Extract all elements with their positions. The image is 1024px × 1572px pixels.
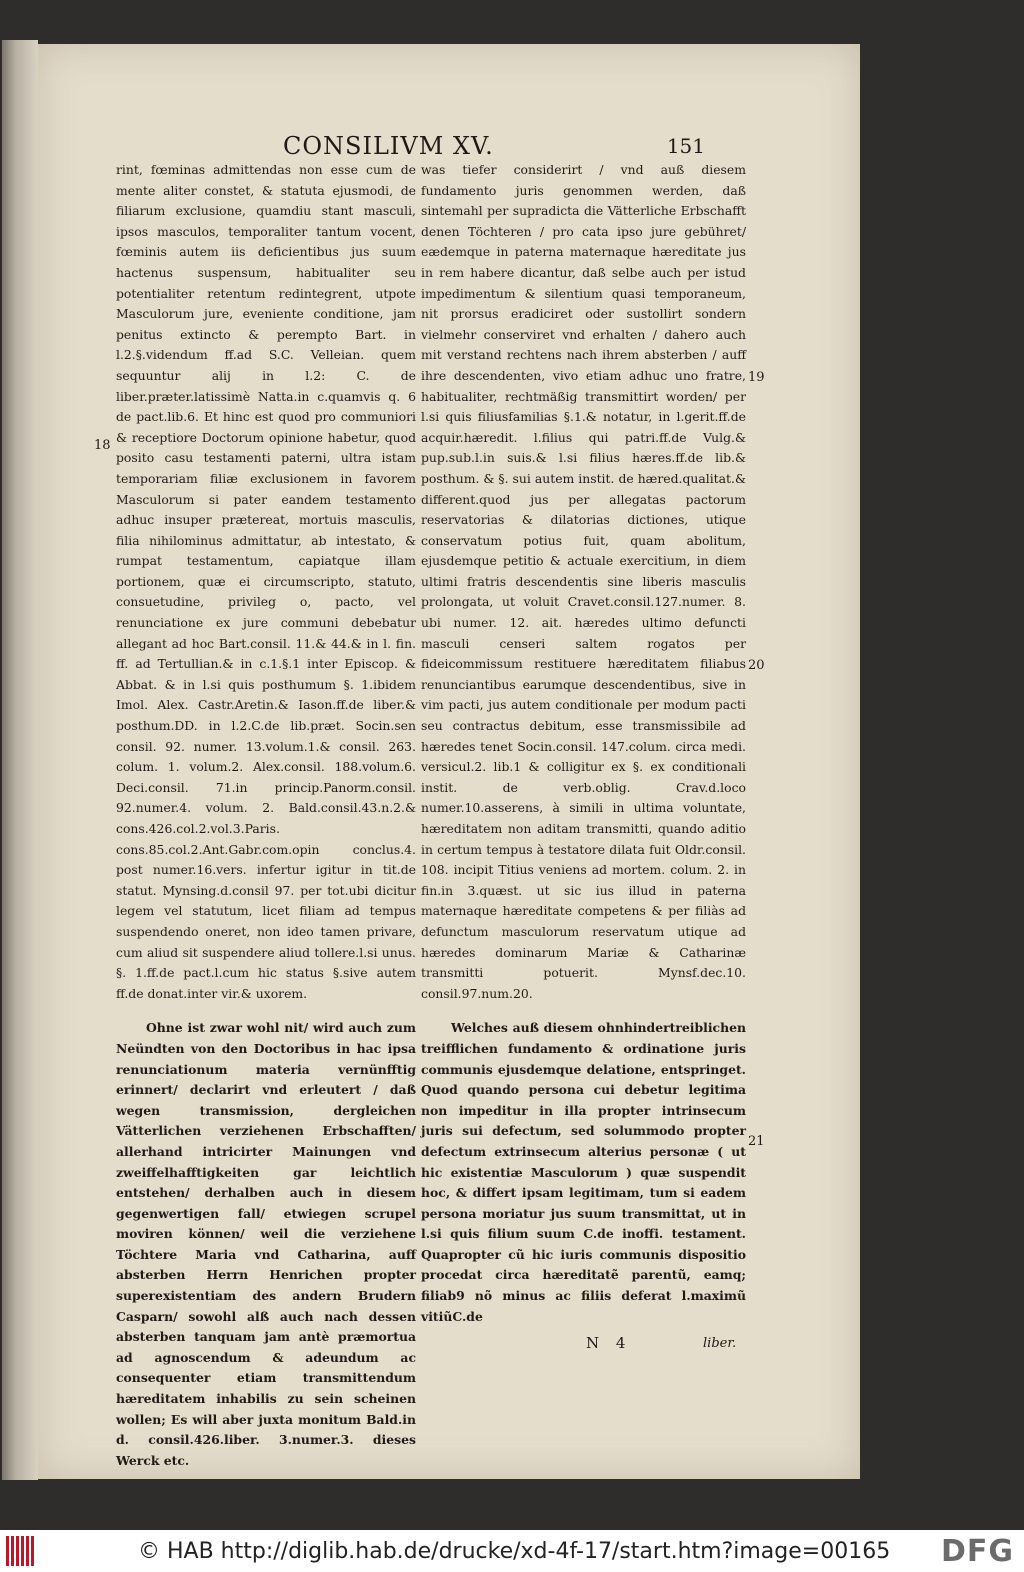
book-page: [38, 44, 860, 1479]
right-paragraph-1: was tiefer considerirt / vnd auß diesem fundamento juris genommen werden, daß sintemahl per supradicta die Vätterliche Erbschafft denen Töchteren / pro cata ipso jure gebühret/ eædemque in paterna maternaque hæreditate jus in rem habere dicantur, daß selbe auch per istud impedimentum & silentium quasi temporaneum, nit prorsus eradiciret oder sustollirt sondern vielmehr conserviret vnd erhalten / dahero auch mit verstand rechtens nach ihrem absterben / auff ihre descendenten, vivo etiam adhuc uno fratre, habitualiter, rechtmäßig transmittirt worden/ per l.si quis filiusfamilias §.1.& notatur, in l.gerit.ff.de acquir.hæredit. l.filius qui patri.ff.de Vulg.& pup.sub.l.in suis.& l.si filius hæres.ff.de lib.& posthum. & §. sui autem instit. de hæred.qualitat.& different.quod jus per allegatas pactorum reservatorias & dilatorias dictiones, utique conservatum potius fuit, quam abolitum, ejusdemque petitio & actuale exercitium, in diem ultimi fratris descendentis sine liberis masculis prolongata, ut voluit Cravet.consil.127.numer. 8. ubi numer. 12. ait. hæredes ultimo defuncti masculi censeri saltem rogatos per fideicommissum restituere hæreditatem filiabus renunciantibus earumque descendentibus, sive in vim pacti, jus autem conditionale per modum pacti seu contractus debitum, esse transmissibile ad hæredes tenet Socin.consil. 147.colum. circa medi. versicul.2. lib.1 & colligitur ex §. ex conditionali instit. de verb.oblig. Crav.d.loco numer.10.asserens, à simili in ultima voluntate, hæreditatem non aditam transmitti, quando aditio in certum tempus à testatore dilata fuit Oldr.consil. 108. incipit Titius veniens ad mortem. colum. 2. in fin.in 3.quæst. ut sic ius illud in paterna maternaque hæreditate competens & per filiàs ad defunctum masculorum reservatum utique ad hæredes dominarum Mariæ & Catharinæ transmitti potuerit. Mynsf.dec.10. consil.97.num.20.: [421, 162, 746, 1001]
left-paragraph-1: rint, fœminas admittendas non esse cum de mente aliter constet, & statuta ejusmodi, de filiarum exclusione, quamdiu stant masculi, ipsos masculos, temporaliter tantum vocent, fœminis autem iis deficientibus jus suum hactenus suspensum, habitualiter seu potentialiter retentum redintegrent, utpote Masculorum jure, eveniente conditione, jam penitus extincto & perempto Bart. in l.2.§.videndum ff.ad S.C. Velleian. quem sequuntur alij in l.2: C. de liber.præter.latissimè Natta.in c.quamvis q. 6 de pact.lib.6. Et hinc est quod pro communiori & receptiore Doctorum opinione habetur, quod posito casu testamenti paterni, ultra istam temporariam filiæ exclusionem in favorem Masculorum si pater eandem testamento adhuc insuper prætereat, mortuis masculis, filia nihilominus admittatur, ab intestato, & rumpat testamentum, capiatque illam portionem, quæ ei circumscripto, statuto, consuetudine, privileg o, pacto, vel renunciatione ex jure communi debebatur allegant ad hoc Bart.consil. 11.& 44.& in l. fin. ff. ad Tertullian.& in c.1.§.1 inter Episcop. & Abbat. & in l.si quis posthumum §. 1.ibidem Imol. Alex. Castr.Aretin.& Iason.ff.de liber.& posthum.DD. in l.2.C.de lib.præt. Socin.sen consil. 92. numer. 13.volum.1.& consil. 263. colum. 1. volum.2. Alex.consil. 188.volum.6. Deci.consil. 71.in princip.Panorm.consil. 92.numer.4. volum. 2. Bald.consil.43.n.2.& cons.426.col.2.vol.3.Paris. cons.85.col.2.Ant.Gabr.com.opin conclus.4. post numer.16.vers. infertur igitur in tit.de statut. Mynsing.d.consil 97. per tot.ubi dicitur legem vel statutum, licet filiam ad tempus suspendendo oneret, non ideo tamen privare, cum aliud sit suspendere aliud tollere.l.si unus. §. 1.ff.de pact.l.cum hic status §.sive autem ff.de donat.inter vir.& uxorem.: [116, 162, 416, 1001]
signature-mark: N 4: [586, 1334, 632, 1352]
right-paragraph-2: Welches auß diesem ohnhindertreiblichen treifflichen fundamento & ordinatione juris communis ejusdemque delatione, entspringet. Quod quando persona cui debetur legitima non impeditur in illa propter intrinsecum juris sui defectum, sed solummodo propter defectum extrinsecum alterius personæ ( ut hic existentiæ Masculorum ) quæ suspendit hoc, & differt ipsam legitimam, tum si eadem persona moriatur jus suum transmittat, ut in l.si quis filium suum C.de inoffi. testament. Quapropter cũ hic iuris communis dispositio procedat circa hæreditatẽ parentũ, eamq; filiab9 nõ minus ac filiis deferat l.maximũ vitiũC.de: [421, 1020, 746, 1324]
margin-number-20: 20: [748, 658, 765, 673]
right-column: [421, 160, 746, 1327]
page-header: CONSILIVM XV.: [283, 132, 494, 160]
left-column: [116, 160, 416, 1471]
left-paragraph-2: Ohne ist zwar wohl nit/ wird auch zum Neündten von den Doctoribus in hac ipsa renunciationum materia vernünfftig erinnert/ declarirt vnd erleutert / daß wegen transmission, dergleichen Vätterlichen verziehenen Erbschafften/ allerhand intricirter Mainungen vnd zweiffelhafftigkeiten gar leichtlich entstehen/ derhalben auch in diesem gegenwertigen fall/ etwiegen scrupel moviren können/ weil die verziehene Töchtere Maria vnd Catharina, auff absterben Herrn Henrichen propter superexistentiam des andern Brudern Casparn/ sowohl alß auch nach dessen absterben tanquam jam antè præmortua ad agnoscendum & adeundum ac consequenter etiam transmittendum hæreditatem inhabilis zu sein scheinen wollen; Es will aber juxta monitum Bald.in d. consil.426.liber. 3.numer.3. dieses Werck etc.: [116, 1020, 416, 1468]
margin-number-18: 18: [94, 438, 111, 453]
source-url[interactable]: © HAB http://diglib.hab.de/drucke/xd-4f-17/start.htm?image=00165: [138, 1539, 891, 1564]
catchword: liber.: [703, 1336, 737, 1351]
margin-number-21: 21: [748, 1134, 765, 1149]
hab-logo-icon: [6, 1536, 42, 1566]
margin-number-19: 19: [748, 370, 765, 385]
page-number: 151: [666, 134, 705, 158]
footer-bar: [0, 1530, 1024, 1572]
previous-page-edge: [2, 40, 38, 1480]
dfg-logo: DFG: [940, 1534, 1014, 1569]
